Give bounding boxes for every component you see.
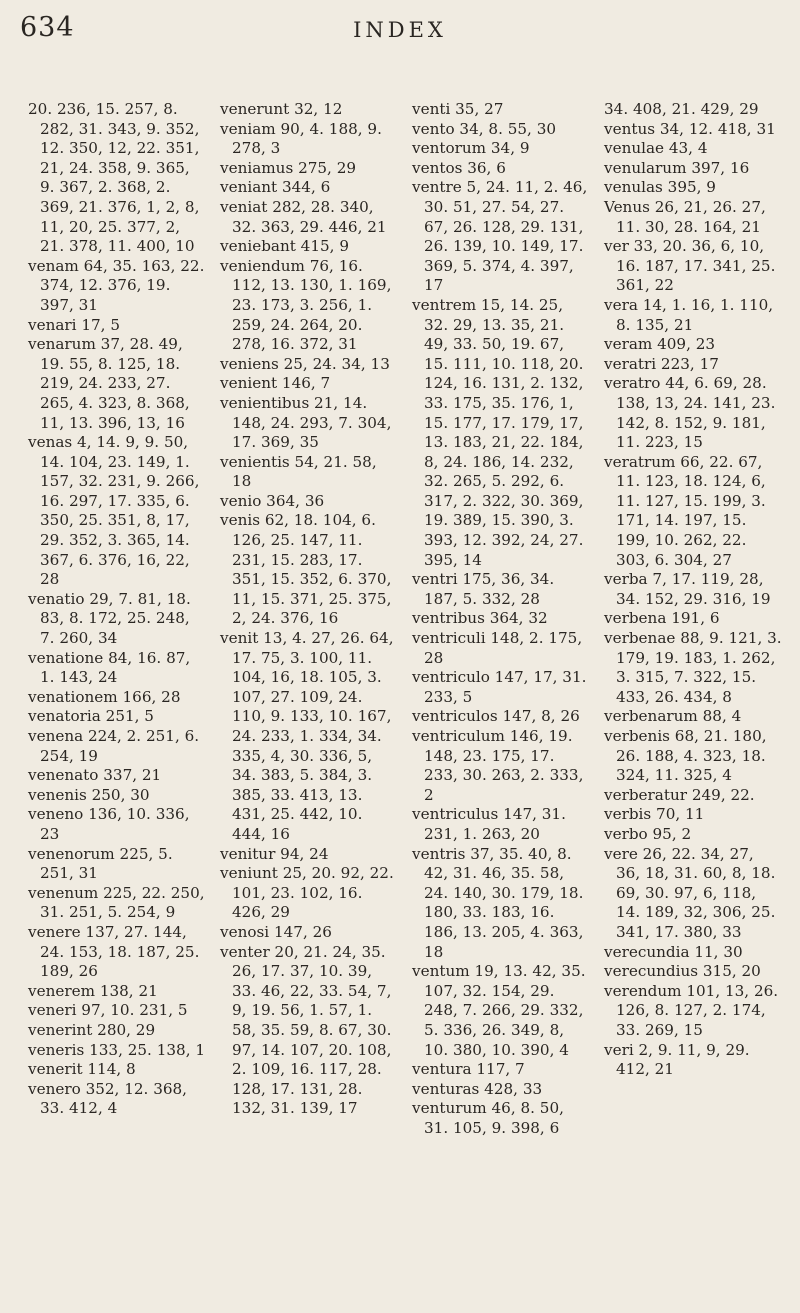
index-entry: venerit 114, 8 xyxy=(28,1060,136,1079)
index-column-2 xyxy=(220,100,398,1138)
index-column-1 xyxy=(28,100,206,1138)
index-entry: venationem 166, 28 xyxy=(28,687,181,706)
index-entry: verbenae 88, 9. 121, 3. 179, 19. 183, 1. 262, 3. 315, 7. 322, 15. 433, 26. 434, 8 xyxy=(604,629,782,706)
index-entry: venerem 138, 21 xyxy=(28,981,158,1000)
index-entry: venerint 280, 29 xyxy=(28,1020,156,1039)
running-head: INDEX xyxy=(353,18,447,42)
index-entry: veneno 136, 10. 336, 23 xyxy=(28,805,190,843)
index-entry: verecundia 11, 30 xyxy=(604,942,743,961)
index-entry: ventos 36, 6 xyxy=(412,158,506,177)
index-entry: vento 34, 8. 55, 30 xyxy=(412,119,557,138)
index-entry: venturas 428, 33 xyxy=(412,1079,543,1098)
index-entry: veniunt 25, 20. 92, 22. 101, 23. 102, 16. 426, 29 xyxy=(220,864,394,922)
index-entry: veratri 223, 17 xyxy=(604,354,719,373)
index-entry: veniant 344, 6 xyxy=(220,178,331,197)
index-entry: 34. 408, 21. 429, 29 xyxy=(604,100,759,118)
index-entry: venulae 43, 4 xyxy=(604,139,708,158)
index-entry: venientibus 21, 14. 148, 24. 293, 7. 304, 17. 369, 35 xyxy=(220,393,392,452)
index-entry: ventre 5, 24. 11, 2. 46, 30. 51, 27. 54, 27. 67, 26. 128, 29. 131, 26. 139, 10. 149, 17. 369, 5. 374, 4. 397, 17 xyxy=(412,178,588,295)
index-entry: ventorum 34, 9 xyxy=(412,139,530,158)
index-entry: venis 62, 18. 104, 6. 126, 25. 147, 11. 231, 15. 283, 17. 351, 15. 352, 6. 370, 11, 15. 371, 25. 375, 2, 24. 376, 16 xyxy=(220,511,392,628)
index-columns xyxy=(28,100,788,1138)
index-entry: veratro 44, 6. 69, 28. 138, 13, 24. 141, 23. 142, 8. 152, 9. 181, 11. 223, 15 xyxy=(604,374,776,452)
index-entry: verbena 191, 6 xyxy=(604,609,720,628)
index-entry: ventri 175, 36, 34. 187, 5. 332, 28 xyxy=(412,570,555,608)
index-entry: venitur 94, 24 xyxy=(220,844,329,863)
index-entry: veneri 97, 10. 231, 5 xyxy=(28,1001,188,1020)
index-entry: venero 352, 12. 368, 33. 412, 4 xyxy=(28,1079,188,1118)
index-entry: ventriculos 147, 8, 26 xyxy=(412,707,580,726)
index-entry: venio 364, 36 xyxy=(220,491,325,510)
index-entry: ventriculum 146, 19. 148, 23. 175, 17. 233, 30. 263, 2. 333, 2 xyxy=(412,727,584,804)
index-entry: venere 137, 27. 144, 24. 153, 18. 187, 25. 189, 26 xyxy=(28,922,200,981)
index-entry: venularum 397, 16 xyxy=(604,158,750,177)
index-entry: venena 224, 2. 251, 6. 254, 19 xyxy=(28,727,200,765)
index-entry: verbis 70, 11 xyxy=(604,805,705,824)
index-entry: venulas 395, 9 xyxy=(604,178,716,197)
index-entry: venenis 250, 30 xyxy=(28,785,150,804)
index-entry: veniebant 415, 9 xyxy=(220,237,349,256)
index-entry: ventriculi 148, 2. 175, 28 xyxy=(412,629,583,667)
index-entry: ver 33, 20. 36, 6, 10, 16. 187, 17. 341, 25. 361, 22 xyxy=(604,237,776,295)
index-entry: Venus 26, 21, 26. 27, 11. 30, 28. 164, 21 xyxy=(604,197,766,236)
index-entry: verbenis 68, 21. 180, 26. 188, 4. 323, 18. 324, 11. 325, 4 xyxy=(604,727,767,785)
index-entry: venari 17, 5 xyxy=(28,315,120,334)
index-entry: veniendum 76, 16. 112, 13. 130, 1. 169, 23. 173, 3. 256, 1. 259, 24. 264, 20. 278, 16. 372, 31 xyxy=(220,256,392,354)
index-entry: venam 64, 35. 163, 22. 374, 12. 376, 19. 397, 31 xyxy=(28,256,205,314)
index-entry: venatoria 251, 5 xyxy=(28,707,154,726)
index-entry: verbenarum 88, 4 xyxy=(604,707,742,726)
index-entry: veri 2, 9. 11, 9, 29. 412, 21 xyxy=(604,1040,750,1079)
index-entry: vera 14, 1. 16, 1. 110, 8. 135, 21 xyxy=(604,295,774,334)
index-entry: ventum 19, 13. 42, 35. 107, 32. 154, 29. 248, 7. 266, 29. 332, 5. 336, 26. 349, 8, 10. 380, 10. 390, 4 xyxy=(412,962,586,1059)
index-entry: venarum 37, 28. 49, 19. 55, 8. 125, 18. 219, 24. 233, 27. 265, 4. 323, 8. 368, 11, 13. 396, 13, 16 xyxy=(28,335,190,432)
index-entry: ventura 117, 7 xyxy=(412,1060,525,1079)
index-column-3 xyxy=(412,100,590,1138)
index-entry: veniat 282, 28. 340, 32. 363, 29. 446, 21 xyxy=(220,197,387,236)
index-entry: venient 146, 7 xyxy=(220,374,331,393)
index-entry: venosi 147, 26 xyxy=(220,922,332,941)
index-entry: ventriculo 147, 17, 31. 233, 5 xyxy=(412,668,587,706)
index-column-4 xyxy=(604,100,782,1138)
index-entry: veratrum 66, 22. 67, 11. 123, 18. 124, 6, 11. 127, 15. 199, 3. 171, 14. 197, 15. 199, 10. 262, 22. 303, 6. 304, 27 xyxy=(604,452,766,569)
index-entry: veniens 25, 24. 34, 13 xyxy=(220,354,390,373)
index-entry: ventrem 15, 14. 25, 32. 29, 13. 35, 21. 49, 33. 50, 19. 67, 15. 111, 10. 118, 20. 124, 16. 131, 2. 132, 33. 175, 35. 176, 1, 15. 177, 17. 179, 17, 13. 183, 21, 22. 184, 8, 24. 186, 14. 232, 32. 265, 5. 292, 6. 317, 2. 322, 30. 369, 19. 389, 15. 390, 3. 393, 12. 392, 24, 27. 395, 14 xyxy=(412,295,584,569)
index-entry: verbo 95, 2 xyxy=(604,824,692,843)
index-entry: venturum 46, 8. 50, 31. 105, 9. 398, 6 xyxy=(412,1099,564,1137)
index-entry: venas 4, 14. 9, 9. 50, 14. 104, 23. 149, 1. 157, 32. 231, 9. 266, 16. 297, 17. 335, 6. 350, 25. 351, 8, 17, 29. 352, 3. 365, 14. 367, 6. 376, 16, 22, 28 xyxy=(28,433,200,589)
index-entry: ventriculus 147, 31. 231, 1. 263, 20 xyxy=(412,805,566,843)
index-entry: ventus 34, 12. 418, 31 xyxy=(604,119,776,138)
index-entry: ventris 37, 35. 40, 8. 42, 31. 46, 35. 58, 24. 140, 30. 179, 18. 180, 33. 183, 16. 186, 13. 205, 4. 363, 18 xyxy=(412,844,584,961)
index-entry: venit 13, 4. 27, 26. 64, 17. 75, 3. 100, 11. 104, 16, 18. 105, 3. 107, 27. 109, 24. 110, 9. 133, 10. 167, 24. 233, 1. 334, 34. 335, 4, 30. 336, 5, 34. 383, 5. 384, 3. 385, 33. 413, 13. 431, 25. 442, 10. 444, 16 xyxy=(220,629,394,843)
index-entry: veram 409, 23 xyxy=(604,335,716,354)
index-entry: venenato 337, 21 xyxy=(28,766,162,785)
index-entry: 20. 236, 15. 257, 8. 282, 31. 343, 9. 352, 12. 350, 12, 22. 351, 21, 24. 358, 9. 365, 9. 367, 2. 368, 2. 369, 21. 376, 1, 2, 8, 11, 20, 25. 377, 2, 21. 378, 11. 400, 10 xyxy=(28,100,200,256)
index-entry: verba 7, 17. 119, 28, 34. 152, 29. 316, 19 xyxy=(604,570,771,608)
index-entry: venatione 84, 16. 87, 1. 143, 24 xyxy=(28,648,191,687)
index-entry: venter 20, 21. 24, 35. 26, 17. 37, 10. 39, 33. 46, 22, 33. 54, 7, 9, 19. 56, 1. 57, 1. 58, 35. 59, 8. 67, 30. 97, 14. 107, 20. 108, 2. 109, 16. 117, 28. 128, 17. 131, 28. 132, 31. 139, 17 xyxy=(220,942,392,1118)
page-number: 634 xyxy=(20,12,75,43)
index-entry: veniam 90, 4. 188, 9. 278, 3 xyxy=(220,119,382,158)
index-entry: venti 35, 27 xyxy=(412,100,504,118)
index-entry: verecundius 315, 20 xyxy=(604,962,761,981)
index-entry: verberatur 249, 22. xyxy=(604,785,755,804)
index-entry: vere 26, 22. 34, 27, 36, 18, 31. 60, 8, 18. 69, 30. 97, 6, 118, 14. 189, 32, 306, 25. 341, 17. 380, 33 xyxy=(604,844,776,941)
index-entry: veneris 133, 25. 138, 1 xyxy=(28,1040,206,1059)
index-entry: veniamus 275, 29 xyxy=(220,158,357,177)
index-entry: verendum 101, 13, 26. 126, 8. 127, 2. 174, 33. 269, 15 xyxy=(604,981,779,1039)
index-entry: venenum 225, 22. 250, 31. 251, 5. 254, 9 xyxy=(28,883,205,922)
index-entry: venientis 54, 21. 58, 18 xyxy=(220,452,377,491)
index-entry: ventribus 364, 32 xyxy=(412,609,548,628)
index-entry: venenorum 225, 5. 251, 31 xyxy=(28,844,173,883)
index-entry: venerunt 32, 12 xyxy=(220,100,343,118)
index-entry: venatio 29, 7. 81, 18. 83, 8. 172, 25. 248, 7. 260, 34 xyxy=(28,589,191,648)
